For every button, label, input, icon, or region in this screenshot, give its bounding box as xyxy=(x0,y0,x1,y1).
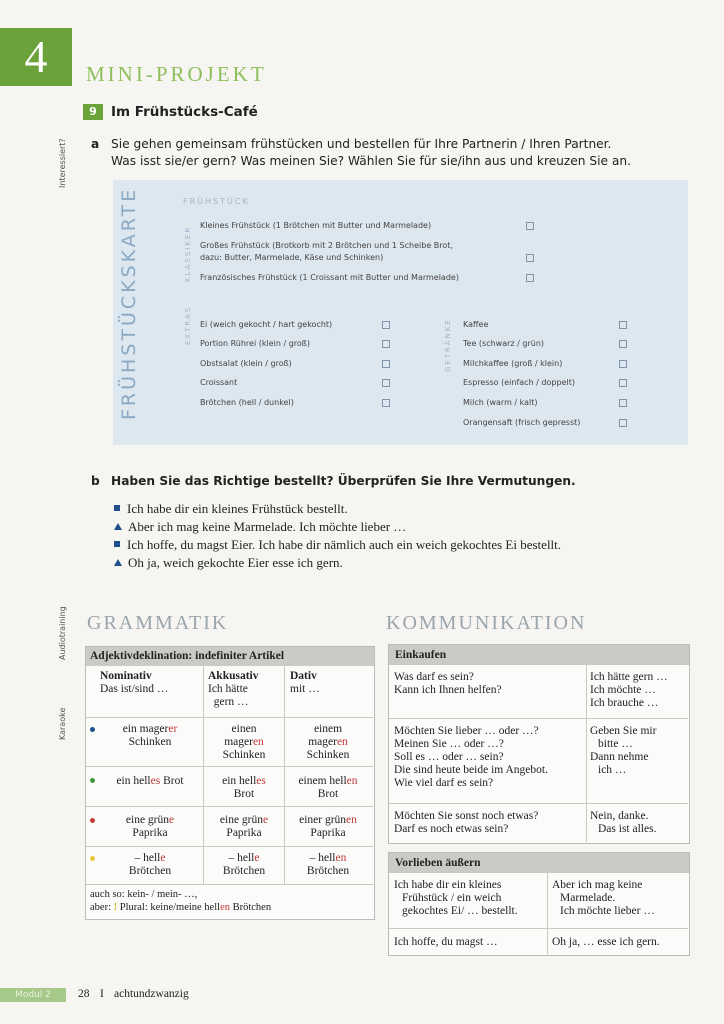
chapter-number: 4 xyxy=(0,28,72,86)
task-b-text: Haben Sie das Richtige bestellt? Überprüfen Sie Ihre Vermutungen. xyxy=(111,474,576,488)
side-label-karaoke: Karaoke xyxy=(58,707,67,740)
menu-item: Portion Rührei (klein / groß) xyxy=(200,339,310,348)
task-a-letter: a xyxy=(91,137,100,151)
einkaufen-r2: Geben Sie mir bitte … Dann nehme ich … xyxy=(590,725,657,776)
menu-header: FRÜHSTÜCK xyxy=(183,197,250,206)
einkaufen-head: Einkaufen xyxy=(389,645,689,665)
vorlieben-r2: Oh ja, … esse ich gern. xyxy=(552,936,660,948)
row-fem-dat: einer grünen Paprika xyxy=(299,814,357,839)
checkbox[interactable] xyxy=(619,321,627,329)
square-bullet-icon xyxy=(114,505,120,511)
menu-item: Ei (weich gekocht / hart gekocht) xyxy=(200,320,333,329)
checkbox[interactable] xyxy=(382,321,390,329)
row-masc-nom: ein magerer Schinken xyxy=(122,723,178,748)
page-separator: I xyxy=(100,988,104,1000)
menu-item: Espresso (einfach / doppelt) xyxy=(463,378,575,387)
exercise-title-text: Im Frühstücks-Café xyxy=(111,104,258,120)
triangle-bullet-icon xyxy=(114,523,122,530)
task-b xyxy=(91,473,671,490)
checkbox[interactable] xyxy=(619,340,627,348)
section-title: MINI-PROJEKT xyxy=(86,62,267,86)
menu-item: Obstsalat (klein / groß) xyxy=(200,359,292,368)
page-word: achtundzwanzig xyxy=(114,988,189,1000)
row-fem-akk: eine grüne Paprika xyxy=(219,814,269,839)
checkbox[interactable] xyxy=(382,360,390,368)
task-a-line2: Was isst sie/er gern? Was meinen Sie? Wählen Sie für sie/ihn aus und kreuzen Sie an. xyxy=(111,154,631,168)
row-neut-akk: ein helles Brot xyxy=(222,775,266,800)
menu-item: Brötchen (hell / dunkel) xyxy=(200,398,294,407)
task-a xyxy=(91,136,671,170)
menu-item: dazu: Butter, Marmelade, Käse und Schinken) xyxy=(200,253,384,262)
feminine-dot-icon xyxy=(90,818,95,823)
row-plural-nom: – helle Brötchen xyxy=(128,852,172,877)
menu-item: Orangensaft (frisch gepresst) xyxy=(463,418,581,427)
page-footer xyxy=(0,988,724,1002)
getraenke-label: GETRÄNKE xyxy=(444,318,452,372)
checkbox[interactable] xyxy=(619,360,627,368)
dialog-line: Ich hoffe, du magst Eier. Ich habe dir nämlich auch ein weich gekochtes Ei bestellt. xyxy=(114,536,561,553)
row-plural-dat: – hellen Brötchen xyxy=(306,852,350,877)
menu-item: Französisches Frühstück (1 Croissant mit Butter und Marmelade) xyxy=(200,273,459,282)
menu-item: Kaffee xyxy=(463,320,489,329)
vorlieben-l2: Ich hoffe, du magst … xyxy=(394,936,498,948)
plural-dot-icon xyxy=(90,856,95,861)
grammatik-title: GRAMMATIK xyxy=(87,612,229,634)
page-number: 28 xyxy=(78,988,90,1000)
checkbox[interactable] xyxy=(619,379,627,387)
menu-vertical-title: FRÜHSTÜCKSKARTE xyxy=(118,186,140,420)
grammar-note: auch so: kein- / mein- …, aber: ! Plural: keine/meine hellen Brötchen xyxy=(90,889,272,913)
row-plural-akk: – helle Brötchen xyxy=(222,852,266,877)
checkbox[interactable] xyxy=(526,222,534,230)
vorlieben-l1: Ich habe dir ein kleines Frühstück / ein weich gekochtes Ei/ … bestellt. xyxy=(394,879,518,917)
menu-item: Kleines Frühstück (1 Brötchen mit Butter und Marmelade) xyxy=(200,221,432,230)
task-b-letter: b xyxy=(91,474,100,488)
dialog-line: Aber ich mag keine Marmelade. Ich möchte lieber … xyxy=(114,518,406,535)
row-fem-nom: eine grüne Paprika xyxy=(125,814,175,839)
exercise-title xyxy=(83,104,258,120)
exclamation-icon: ! xyxy=(113,902,118,913)
vorlieben-r1: Aber ich mag keine Marmelade. Ich möchte lieber … xyxy=(552,879,655,917)
header-dativ: Dativ mit … xyxy=(290,670,320,695)
grammar-table-title: Adjektivdeklination: indefiniter Artikel xyxy=(86,647,374,666)
checkbox[interactable] xyxy=(526,254,534,262)
einkaufen-r3: Nein, danke. Das ist alles. xyxy=(590,810,657,835)
row-neut-nom: ein helles Brot xyxy=(116,775,184,787)
side-label-interessiert: Interessiert? xyxy=(58,138,67,188)
side-label-audiotraining: Audiotraining xyxy=(58,606,67,660)
checkbox[interactable] xyxy=(382,340,390,348)
neuter-dot-icon xyxy=(90,778,95,783)
checkbox[interactable] xyxy=(382,379,390,387)
klassiker-label: KLASSIKER xyxy=(184,225,192,282)
checkbox[interactable] xyxy=(526,274,534,282)
row-masc-dat: einem mageren Schinken xyxy=(306,723,350,761)
menu-item: Milch (warm / kalt) xyxy=(463,398,538,407)
einkaufen-l3: Möchten Sie sonst noch etwas? Darf es noch etwas sein? xyxy=(394,810,539,835)
dialog-line: Oh ja, weich gekochte Eier esse ich gern. xyxy=(114,554,343,571)
checkbox[interactable] xyxy=(382,399,390,407)
einkaufen-l2: Möchten Sie lieber … oder …? Meinen Sie … oder …? Soll es … oder … sein? Die sind heute beide im Angebot. Wie viel darf es sein? xyxy=(394,725,548,789)
menu-item: Croissant xyxy=(200,378,238,387)
row-neut-dat: einem hellen Brot xyxy=(298,775,358,800)
header-akkusativ: Akkusativ Ich hätte gern … xyxy=(208,670,259,708)
kommunikation-title: KOMMUNIKATION xyxy=(386,612,587,634)
einkaufen-r1: Ich hätte gern … Ich möchte … Ich brauche … xyxy=(590,671,668,709)
row-masc-akk: einen mageren Schinken xyxy=(222,723,266,761)
exercise-number: 9 xyxy=(83,104,103,120)
task-a-line1: Sie gehen gemeinsam frühstücken und bestellen für Ihre Partnerin / Ihren Partner. xyxy=(111,137,612,151)
header-nominativ: Nominativ Das ist/sind … xyxy=(100,670,169,695)
modul-tab: Modul 2 xyxy=(0,988,66,1002)
triangle-bullet-icon xyxy=(114,559,122,566)
masculine-dot-icon xyxy=(90,727,95,732)
checkbox[interactable] xyxy=(619,399,627,407)
einkaufen-l1: Was darf es sein? Kann ich Ihnen helfen? xyxy=(394,671,502,696)
menu-item: Milchkaffee (groß / klein) xyxy=(463,359,563,368)
dialog-line: Ich habe dir ein kleines Frühstück bestellt. xyxy=(114,500,348,517)
vorlieben-head: Vorlieben äußern xyxy=(389,853,689,873)
checkbox[interactable] xyxy=(619,419,627,427)
menu-item: Großes Frühstück (Brotkorb mit 2 Brötchen und 1 Scheibe Brot, xyxy=(200,241,453,250)
square-bullet-icon xyxy=(114,541,120,547)
extras-label: EXTRAS xyxy=(184,305,192,345)
menu-item: Tee (schwarz / grün) xyxy=(463,339,545,348)
